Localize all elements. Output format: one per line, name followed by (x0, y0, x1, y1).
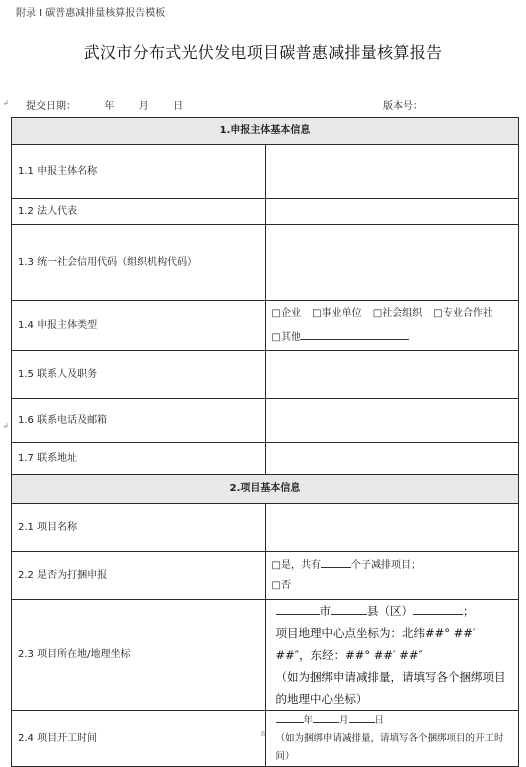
section-2-header: 2.项目基本信息 (12, 475, 519, 504)
field-applicant-type (265, 301, 519, 351)
city-blank[interactable] (276, 603, 320, 615)
row-label-1-6: 1.6 联系电话及邮箱 (12, 399, 266, 443)
bundle-yes-suffix: 个子减排项目； (350, 559, 421, 571)
document-title: 武汉市分布式光伏发电项目碳普惠减排量核算报告 (83, 43, 443, 62)
field-contact[interactable] (265, 351, 519, 399)
margin-mark-icon: ↲ (3, 422, 9, 430)
start-day-blank[interactable] (349, 711, 375, 723)
other-blank[interactable] (301, 328, 409, 340)
submit-date (26, 97, 183, 112)
date-year-label: 年 (303, 715, 314, 726)
submit-month: 月 (138, 101, 149, 112)
coord-note: （如为捆绑申请减排量，请填写各个捆绑项目的地理中心坐标） (275, 670, 506, 706)
address-blank[interactable] (413, 603, 463, 615)
field-legal-rep[interactable] (265, 199, 519, 225)
row-label-2-3: 2.3 项目所在地/地理坐标 (12, 600, 266, 711)
section-1-header: 1.申报主体基本信息 (12, 118, 519, 145)
row-label-2-1: 2.1 项目名称 (12, 504, 266, 552)
option-enterprise[interactable]: □企业 (271, 307, 301, 319)
option-social-org[interactable]: □社会组织 (372, 307, 423, 319)
field-phone-email[interactable] (265, 399, 519, 443)
row-label-2-2: 2.2 是否为打捆申报 (12, 552, 266, 600)
row-label-1-4: 1.4 申报主体类型 (12, 301, 266, 351)
start-year-blank[interactable] (276, 711, 304, 723)
submit-day: 日 (173, 101, 184, 112)
coord-text: 项目地理中心点坐标为：北纬##° ##′ ##″，东经：##° ##′ ##″ (275, 626, 476, 662)
loc-city-label: 市 (319, 604, 331, 618)
row-label-1-7: 1.7 联系地址 (12, 443, 266, 475)
start-month-blank[interactable] (313, 711, 339, 723)
option-public-institution[interactable]: □事业单位 (312, 307, 362, 319)
field-start-date (265, 711, 519, 767)
option-other[interactable]: □其他 (271, 331, 301, 343)
page-number: 8 (260, 730, 266, 738)
field-project-name[interactable] (265, 504, 519, 552)
submit-date-label: 提交日期： (26, 101, 76, 112)
row-label-1-5: 1.5 联系人及职务 (12, 351, 266, 399)
submit-year: 年 (104, 101, 115, 112)
row-label-2-4: 2.4 项目开工时间 (12, 711, 266, 767)
loc-end: ； (463, 604, 475, 618)
field-applicant-name[interactable] (265, 145, 519, 199)
county-blank[interactable] (331, 603, 367, 615)
version-label: 版本号： (383, 101, 423, 112)
field-bundle (265, 552, 519, 600)
field-address[interactable] (265, 443, 519, 475)
bundle-no-option[interactable]: □否 (271, 579, 291, 591)
field-location (265, 600, 519, 711)
bundle-yes-option[interactable]: □是，共有 (271, 559, 321, 571)
row-label-1-3: 1.3 统一社会信用代码（组织机构代码） (12, 225, 266, 301)
margin-mark-icon: ↲ (3, 99, 9, 107)
report-form-table (11, 117, 519, 767)
loc-county-label: 县（区） (367, 604, 413, 618)
bundle-count-blank[interactable] (321, 556, 351, 568)
row-label-1-1: 1.1 申报主体名称 (12, 145, 266, 199)
date-note: （如为捆绑申请减排量，请填写各个捆绑项目的开工时间） (275, 733, 504, 762)
row-label-1-2: 1.2 法人代表 (12, 199, 266, 225)
appendix-label: 附录 I 碳普惠减排量核算报告模板 (16, 8, 166, 19)
field-credit-code[interactable] (265, 225, 519, 301)
option-cooperative[interactable]: □专业合作社 (433, 307, 493, 319)
date-month-label: 月 (339, 715, 349, 726)
date-day-label: 日 (374, 715, 385, 726)
